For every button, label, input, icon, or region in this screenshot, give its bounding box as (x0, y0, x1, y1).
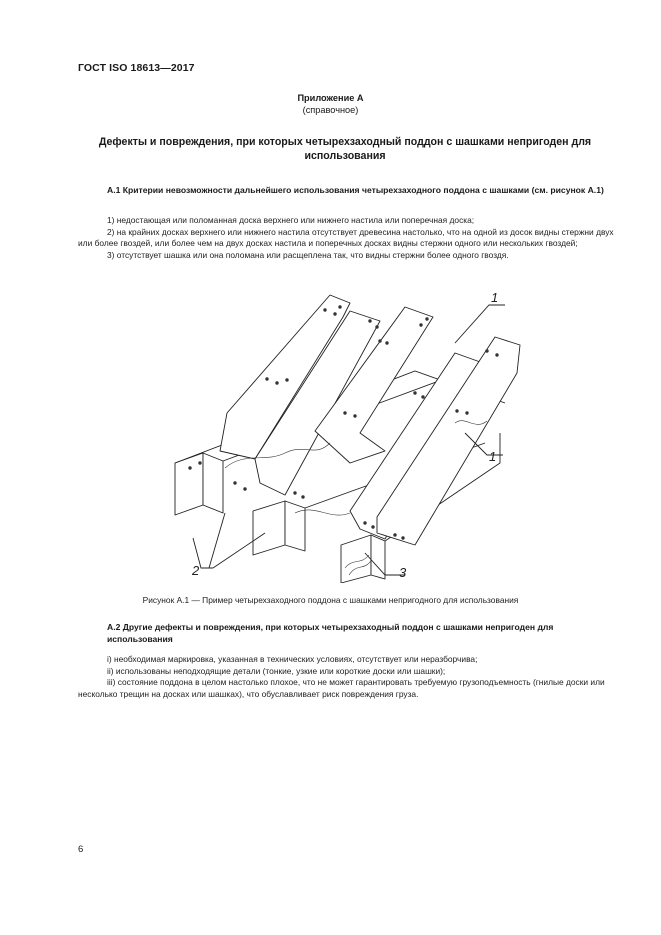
page-number: 6 (78, 844, 84, 855)
list-item: 3) отсутствует шашка или она поломана или расщеплена так, что видны стержни более одного гвоздя. (107, 249, 509, 260)
list-item: ii) использованы неподходящие детали (тонкие, узкие или короткие доски или шашки); (107, 665, 446, 676)
list-item: iii) состояние поддона в целом настолько плохое, что не может гарантировать требуемую грузоподъемность (гнилые доски или несколько трещин на досках или шашках), что обуславливает риск повреждения груза. (78, 677, 605, 699)
annex-heading (0, 92, 661, 116)
document-header: ГОСТ ISO 18613—2017 (78, 62, 195, 74)
annex-subtitle: (справочное) (302, 105, 359, 115)
block-right-front (341, 535, 371, 583)
section-a1-heading: А.1 Критерии невозможности дальнейшего использования четырехзаходного поддона с шашками (см. рисунок А.1) (107, 185, 604, 195)
figure-caption: Рисунок А.1 — Пример четырехзаходного поддона с шашками непригодного для использования (142, 595, 519, 605)
section-a1-list (78, 215, 618, 261)
block-middle-front (253, 501, 285, 555)
list-item: i) необходимая маркировка, указанная в технических условиях, отсутствует или неразборчива; (107, 654, 478, 664)
list-item: 2) на крайних досках верхнего или нижнего настила отсутствует древесина настолько, что на одной из досок видны стержни двух или более гвоздей, или более чем на двух досках настила и поперечных досках видны стержни одного или нескольких гвоздей; (78, 226, 614, 249)
section-a2-list (78, 654, 618, 700)
section-a2-heading: А.2 Другие дефекты и повреждения, при которых четырехзаходный поддон с шашками непригоден для использования (107, 622, 554, 644)
annex-title: Приложение А (297, 93, 364, 103)
main-title: Дефекты и повреждения, при которых четырехзаходный поддон с шашками непригоден для использования (98, 136, 592, 162)
figure-label-3: 3 (399, 565, 407, 580)
pallet-figure (165, 283, 530, 583)
figure-label-1-bottom: 1 (489, 449, 497, 464)
list-item: 1) недостающая или поломанная доска верхнего или нижнего настила или поперечная доска; (107, 215, 475, 225)
pallet-drawing (165, 283, 530, 583)
figure-label-2: 2 (192, 563, 200, 578)
figure-label-1-top: 1 (491, 290, 499, 305)
